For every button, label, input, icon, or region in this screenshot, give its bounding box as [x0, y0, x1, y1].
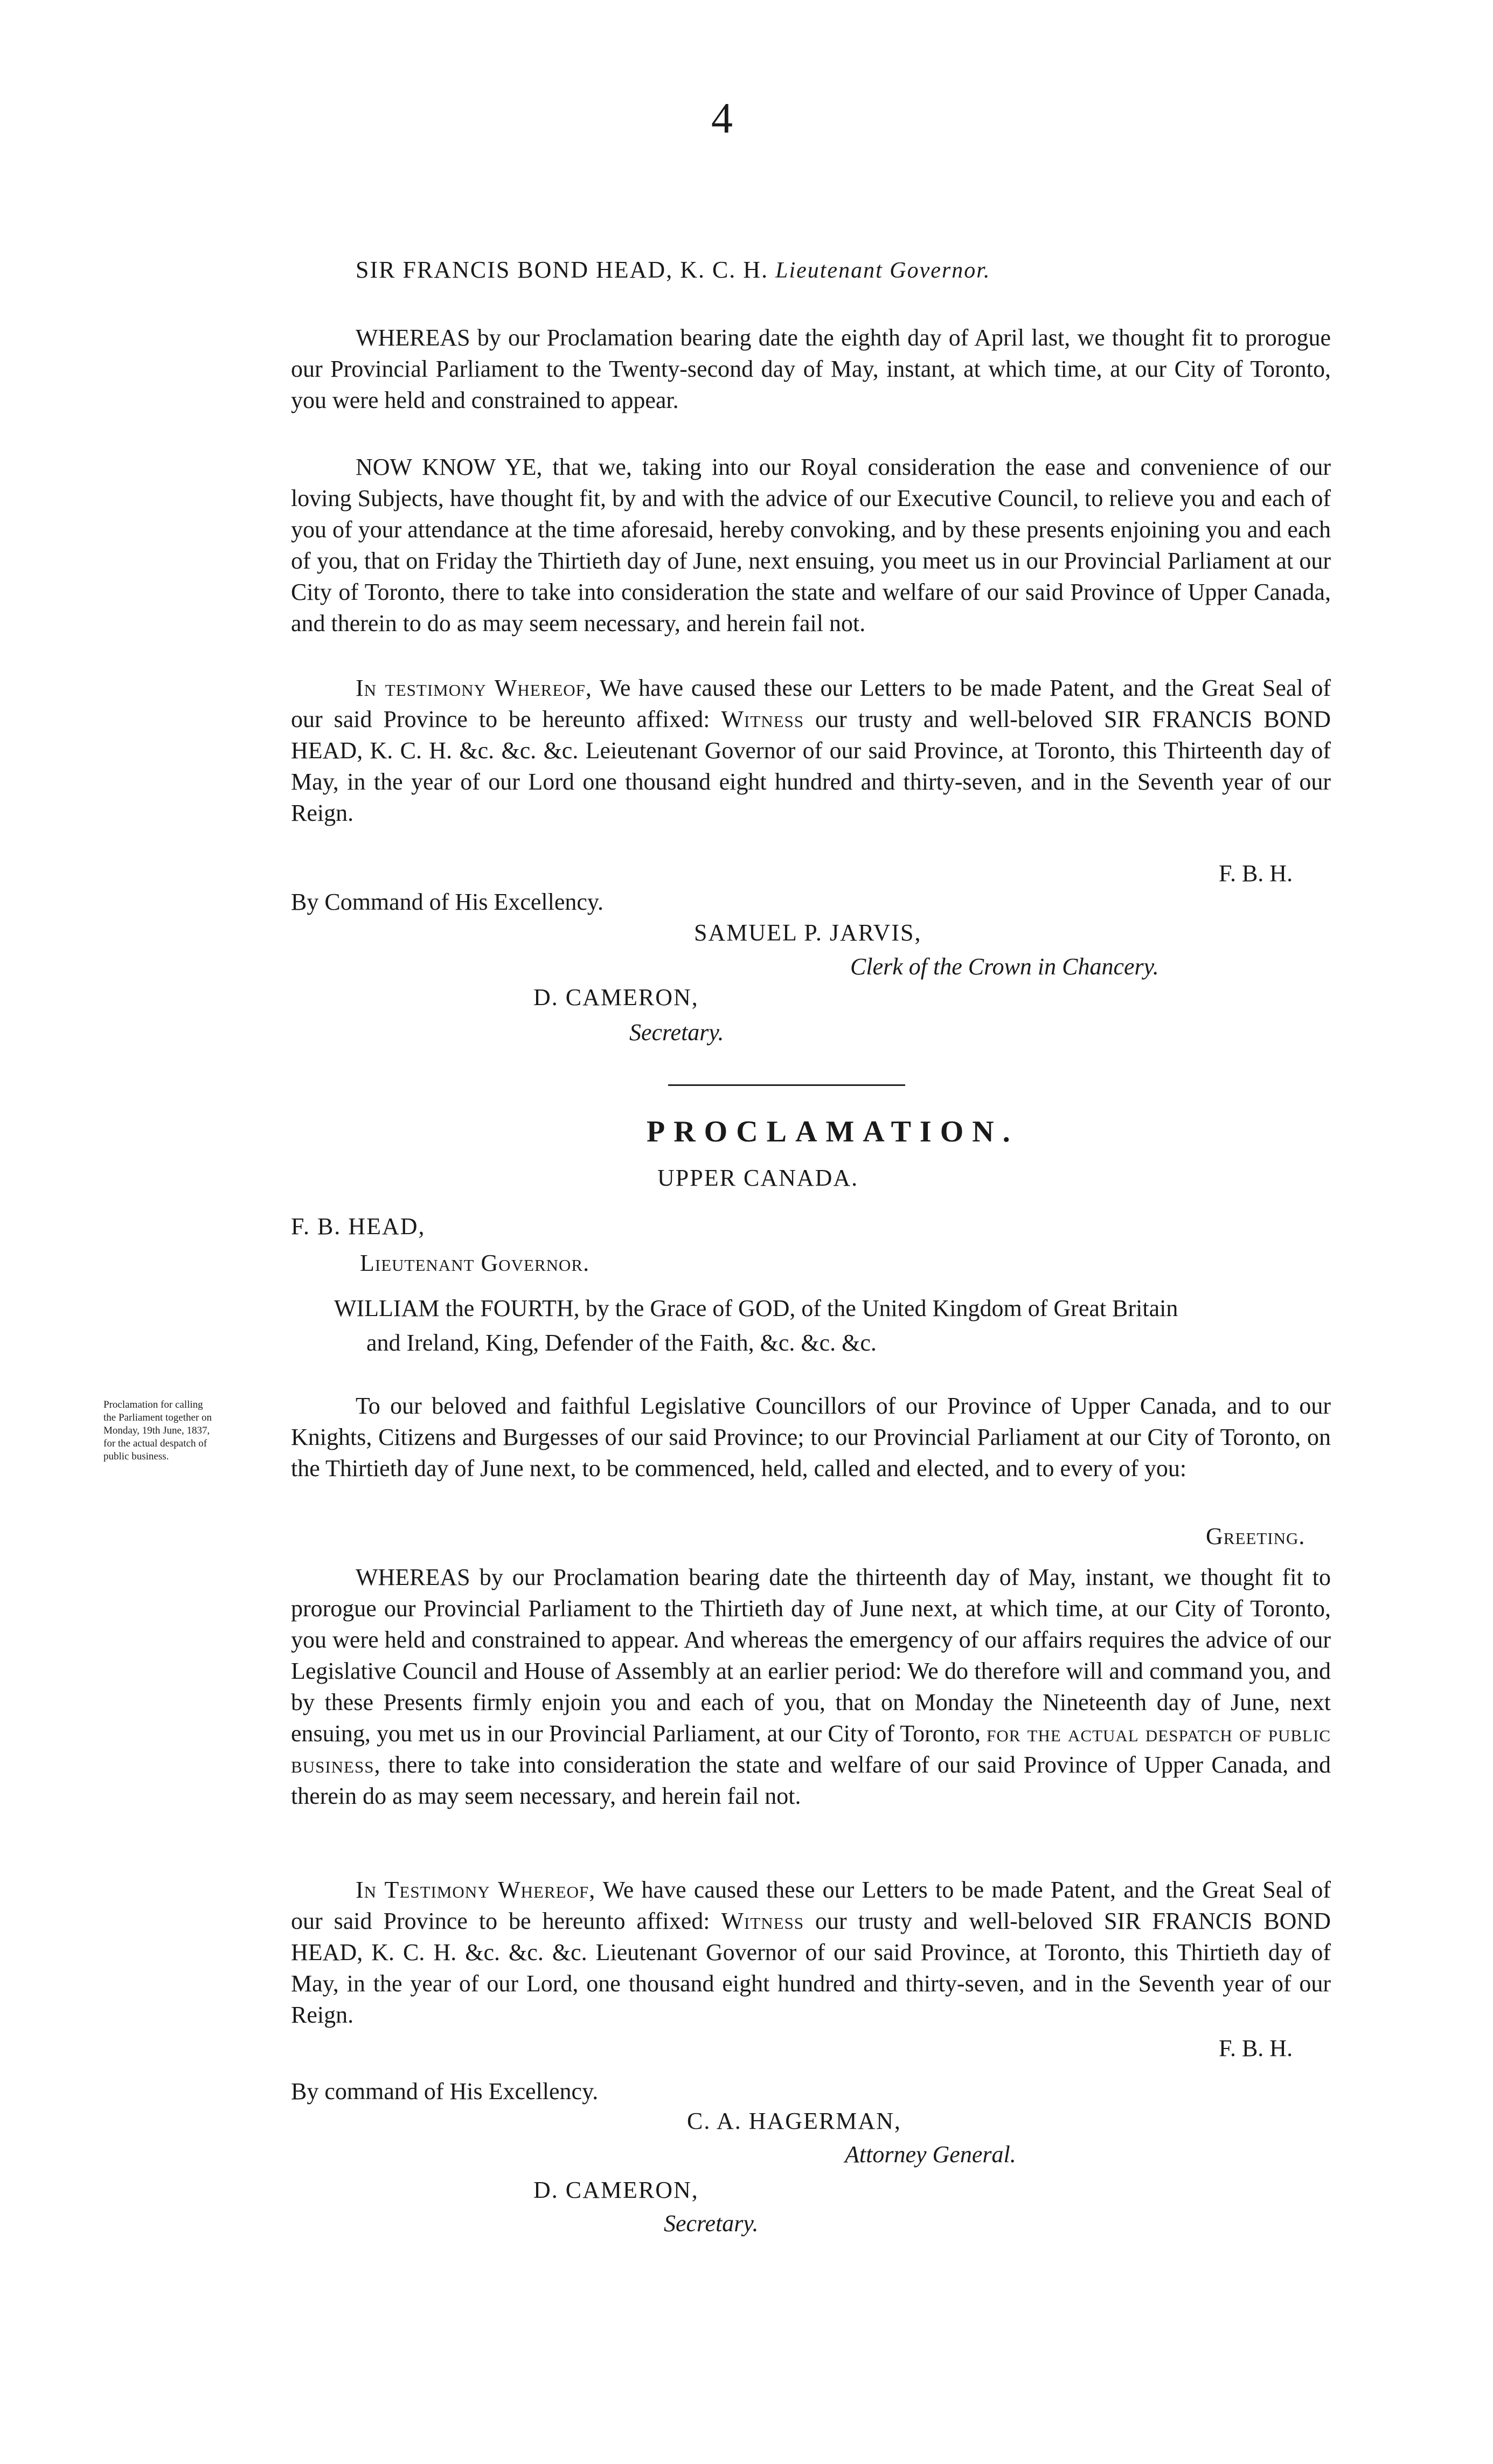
page-number: 4 — [711, 95, 733, 142]
testimony-text-2 — [291, 1874, 1331, 2031]
testimony-lead: In testimony Whereof, — [356, 675, 592, 701]
proclamation-title: PROCLAMATION. — [647, 1115, 1019, 1148]
testimony-body-2: our trusty and well-beloved SIR FRANCIS BOND HEAD, K. C. H. &c. &c. &c. Leieutenant Governor of our said Province, at Toronto, this Thirteenth day of May, in the year of our Lord one thousand eight hundred and thirty-seven, and in the Seventh year of our Reign. — [291, 706, 1331, 826]
section-divider — [668, 1084, 905, 1086]
margin-note-line: the Parliament together on — [103, 1412, 212, 1423]
testimony-paragraph — [291, 673, 1331, 829]
margin-note-line: Proclamation for calling — [103, 1399, 203, 1410]
margin-note-line: for the actual despatch of — [103, 1438, 207, 1449]
address-paragraph — [291, 1390, 1331, 1484]
greeting: Greeting. — [1206, 1523, 1305, 1549]
address-text: To our beloved and faithful Legislative Councillors of our Province of Upper Canada, and to our Knights, Citizens and Burgesses of our said Province; to our Provincial Parliament at our City of Toronto, on the Thirtieth day of June next, to be commenced, held, called and elected, and to every of you: — [291, 1393, 1331, 1482]
signer-title: Clerk of the Crown in Chancery. — [850, 953, 1159, 980]
whereas-paragraph — [291, 322, 1331, 416]
initials-2: F. B. H. — [1219, 2035, 1293, 2061]
testimony-lead-2: In Testimony Whereof, — [356, 1877, 596, 1903]
secretary-name: D. CAMERON, — [533, 984, 699, 1010]
testimony-paragraph-2 — [291, 1874, 1331, 2031]
testimony-text — [291, 673, 1331, 829]
public-business-phrase: for the actual despatch of public business — [291, 1720, 1331, 1778]
initials: F. B. H. — [1219, 860, 1293, 887]
governor-title: Lieutenant Governor. — [775, 258, 991, 283]
signer-name-2: C. A. HAGERMAN, — [687, 2108, 901, 2134]
now-know-paragraph — [291, 452, 1331, 639]
whereas-paragraph-2 — [291, 1562, 1331, 1812]
witness-word-2: Witness — [721, 1908, 804, 1934]
governor-name: SIR FRANCIS BOND HEAD, K. C. H. — [356, 257, 769, 283]
testimony-body-1: We have caused these our Letters to be made Patent, and the Great Seal of our said Province to be hereunto affixed: — [291, 675, 1331, 732]
governor-rank: Lieutenant Governor. — [360, 1250, 590, 1276]
witness-word: Witness — [721, 706, 804, 732]
king-line-1: WILLIAM the FOURTH, by the Grace of GOD, of the United Kingdom of Great Britain — [334, 1295, 1178, 1321]
secretary-title-2: Secretary. — [664, 2210, 759, 2237]
margin-note — [103, 1399, 281, 1463]
margin-note-line: Monday, 19th June, 1837, — [103, 1425, 210, 1436]
whereas-text: WHEREAS by our Proclamation bearing date the eighth day of April last, we thought fit to prorogue our Provincial Parliament to the Twenty-second day of May, instant, at which time, at our City of Toronto, you were held and constrained to appear. — [291, 324, 1331, 413]
by-command: By Command of His Excellency. — [291, 889, 604, 915]
signer-title-2: Attorney General. — [845, 2141, 1016, 2168]
testimony-body-2a: We have caused these our Letters to be made Patent, and the Great Seal of our said Province to be hereunto affixed: — [291, 1877, 1331, 1934]
margin-note-line: public business. — [103, 1451, 169, 1462]
by-command-2: By command of His Excellency. — [291, 2078, 599, 2105]
whereas-text-2 — [291, 1562, 1331, 1812]
signer-name: SAMUEL P. JARVIS, — [694, 919, 922, 946]
province-name: UPPER CANADA. — [657, 1165, 859, 1191]
whereas-body-2: , there to take into consideration the state and welfare of our said Province of Upper Canada, and therein do as may seem necessary, and herein fail not. — [291, 1752, 1331, 1809]
king-line-2: and Ireland, King, Defender of the Faith, &c. &c. &c. — [366, 1330, 877, 1356]
testimony-body-2b: our trusty and well-beloved SIR FRANCIS BOND HEAD, K. C. H. &c. &c. &c. Lieutenant Governor of our said Province, at Toronto, this Thirtieth day of May, in the year of our Lord, one thousand eight hundred and thirty-seven, and in the Seventh year of our Reign. — [291, 1908, 1331, 2028]
proclamation-heading — [356, 256, 990, 283]
secretary-name-2: D. CAMERON, — [533, 2177, 699, 2203]
now-know-text: NOW KNOW YE, that we, taking into our Royal consideration the ease and convenience of our loving Subjects, have thought fit, by and with the advice of our Executive Council, to relieve you and each of you of your attendance at the time aforesaid, hereby convoking, and by these presents enjoining you and each of you, that on Friday the Thirtieth day of June, next ensuing, you meet us in our Provincial Parliament at our City of Toronto, there to take into consideration the state and welfare of our said Province of Upper Canada, and therein to do as may seem necessary, and herein fail not. — [291, 454, 1331, 636]
secretary-title: Secretary. — [629, 1019, 724, 1046]
governor-signature: F. B. HEAD, — [291, 1213, 426, 1240]
whereas-body-1: WHEREAS by our Proclamation bearing date the thirteenth day of May, instant, we thought fit to prorogue our Provincial Parliament to the Thirtieth day of June next, at which time, at our City of Toronto, you were held and constrained to appear. And whereas the emergency of our affairs requires the advice of our Legislative Council and House of Assembly at an earlier period: We do therefore will and command you, and by these Presents firmly enjoin you and each of you, that on Monday the Nineteenth day of June, next ensuing, you met us in our Provincial Parliament, at our City of Toronto, — [291, 1564, 1331, 1747]
